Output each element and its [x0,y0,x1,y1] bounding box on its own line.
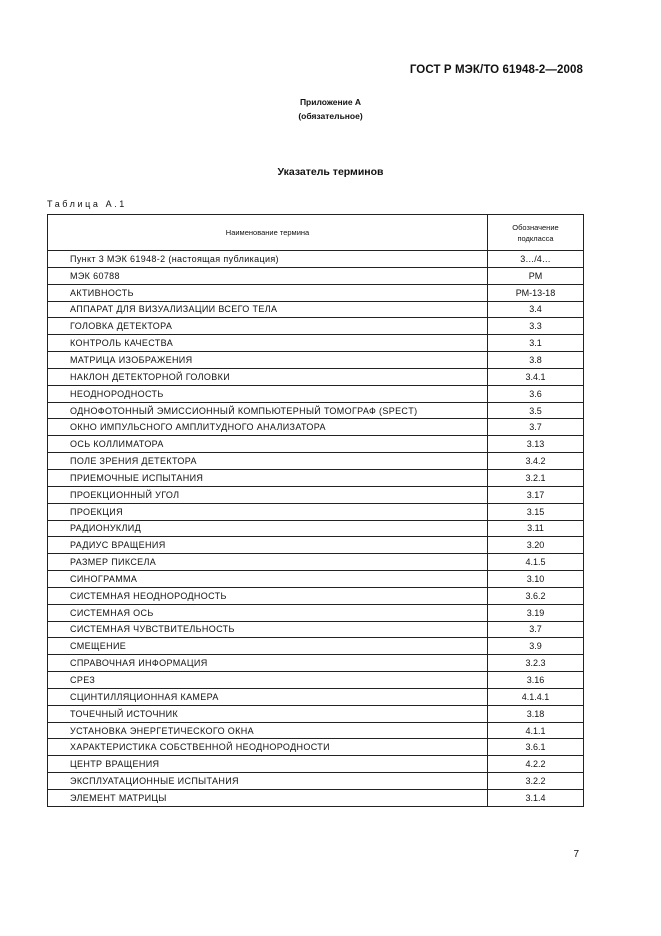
table-header-row [48,215,584,251]
appendix-status: (обязательное) [298,111,363,121]
table-row [48,301,584,318]
subclass-code-cell: 3.7 [488,621,584,638]
subclass-code-cell: 3.20 [488,537,584,554]
term-name-cell: ПРОЕКЦИЯ [48,503,488,520]
term-name-cell: НАКЛОН ДЕТЕКТОРНОЙ ГОЛОВКИ [48,368,488,385]
term-name-cell: УСТАНОВКА ЭНЕРГЕТИЧЕСКОГО ОКНА [48,722,488,739]
subclass-code-cell: 3…/4… [488,251,584,268]
table-row [48,520,584,537]
subclass-code-cell: 3.1 [488,335,584,352]
term-name-cell: АППАРАТ ДЛЯ ВИЗУАЛИЗАЦИИ ВСЕГО ТЕЛА [48,301,488,318]
term-name-cell: СИНОГРАММА [48,571,488,588]
term-name-cell: ПРИЕМОЧНЫЕ ИСПЫТАНИЯ [48,469,488,486]
term-name-cell: ОСЬ КОЛЛИМАТОРА [48,436,488,453]
table-row [48,368,584,385]
header-subclass-code: Обозначение подкласса [488,215,584,251]
term-name-cell: ОДНОФОТОННЫЙ ЭМИССИОННЫЙ КОМПЬЮТЕРНЫЙ ТОМОГРАФ (SPECT) [48,402,488,419]
term-name-cell: ЦЕНТР ВРАЩЕНИЯ [48,756,488,773]
term-name-cell: КОНТРОЛЬ КАЧЕСТВА [48,335,488,352]
header-term-name: Наименование термина [48,215,488,251]
table-row [48,469,584,486]
table-row [48,486,584,503]
table-row [48,571,584,588]
table-row [48,419,584,436]
table-caption: Таблица А.1 [47,199,127,209]
subclass-code-cell: 3.4.1 [488,368,584,385]
subclass-code-cell: 3.6 [488,385,584,402]
term-name-cell: СИСТЕМНАЯ ЧУВСТВИТЕЛЬНОСТЬ [48,621,488,638]
term-name-cell: НЕОДНОРОДНОСТЬ [48,385,488,402]
term-name-cell: МАТРИЦА ИЗОБРАЖЕНИЯ [48,352,488,369]
term-name-cell: СИСТЕМНАЯ ОСЬ [48,604,488,621]
table-row [48,790,584,807]
table-row [48,621,584,638]
term-name-cell: ГОЛОВКА ДЕТЕКТОРА [48,318,488,335]
subclass-code-cell: 3.15 [488,503,584,520]
term-name-cell: РАДИОНУКЛИД [48,520,488,537]
appendix-heading [0,95,661,123]
subclass-code-cell: 4.1.1 [488,722,584,739]
subclass-code-cell: 3.10 [488,571,584,588]
term-name-cell: ОКНО ИМПУЛЬСНОГО АМПЛИТУДНОГО АНАЛИЗАТОРА [48,419,488,436]
term-name-cell: ХАРАКТЕРИСТИКА СОБСТВЕННОЙ НЕОДНОРОДНОСТИ [48,739,488,756]
table-row [48,756,584,773]
term-name-cell: ЭКСПЛУАТАЦИОННЫЕ ИСПЫТАНИЯ [48,773,488,790]
subclass-code-cell: 3.4.2 [488,453,584,470]
term-name-cell: РАДИУС ВРАЩЕНИЯ [48,537,488,554]
subclass-code-cell: 3.13 [488,436,584,453]
table-row [48,267,584,284]
subclass-code-cell: 3.3 [488,318,584,335]
table-row [48,537,584,554]
table-row [48,335,584,352]
subclass-code-cell: РМ-13-18 [488,284,584,301]
table-row [48,705,584,722]
table-row [48,402,584,419]
table-row [48,352,584,369]
subclass-code-cell: 3.18 [488,705,584,722]
term-name-cell: СМЕЩЕНИЕ [48,638,488,655]
table-row [48,554,584,571]
terms-table [47,214,584,807]
term-name-cell: СИСТЕМНАЯ НЕОДНОРОДНОСТЬ [48,587,488,604]
subclass-code-cell: 3.7 [488,419,584,436]
subclass-code-cell: 3.19 [488,604,584,621]
term-name-cell: СЦИНТИЛЛЯЦИОННАЯ КАМЕРА [48,688,488,705]
table-row [48,672,584,689]
subclass-code-cell: 3.8 [488,352,584,369]
table-row [48,587,584,604]
table-row [48,318,584,335]
table-row [48,453,584,470]
subclass-code-cell: 3.16 [488,672,584,689]
subclass-code-cell: 3.5 [488,402,584,419]
standard-header: ГОСТ Р МЭК/ТО 61948-2—2008 [409,64,583,76]
subclass-code-cell: 4.1.4.1 [488,688,584,705]
table-row [48,722,584,739]
subclass-code-cell: 3.11 [488,520,584,537]
subclass-code-cell: 3.2.1 [488,469,584,486]
term-name-cell: ПРОЕКЦИОННЫЙ УГОЛ [48,486,488,503]
table-body [48,251,584,807]
subclass-code-cell: 4.1.5 [488,554,584,571]
subclass-code-cell: 3.6.1 [488,739,584,756]
term-name-cell: СПРАВОЧНАЯ ИНФОРМАЦИЯ [48,655,488,672]
term-name-cell: МЭК 60788 [48,267,488,284]
subclass-code-cell: 3.6.2 [488,587,584,604]
table-row [48,284,584,301]
table-row [48,655,584,672]
term-name-cell: ТОЧЕЧНЫЙ ИСТОЧНИК [48,705,488,722]
term-name-cell: Пункт 3 МЭК 61948-2 (настоящая публикация) [48,251,488,268]
subclass-code-cell: 3.9 [488,638,584,655]
subclass-code-cell: 4.2.2 [488,756,584,773]
table-row [48,773,584,790]
term-name-cell: ПОЛЕ ЗРЕНИЯ ДЕТЕКТОРА [48,453,488,470]
table-row [48,436,584,453]
subclass-code-cell: 3.4 [488,301,584,318]
page-number: 7 [573,849,579,860]
table-row [48,739,584,756]
appendix-title: Приложение А [299,97,362,107]
term-name-cell: СРЕЗ [48,672,488,689]
subclass-code-cell: 3.17 [488,486,584,503]
subclass-code-cell: РМ [488,267,584,284]
index-title: Указатель терминов [277,166,384,178]
table-row [48,385,584,402]
table-row [48,251,584,268]
table-row [48,604,584,621]
term-name-cell: АКТИВНОСТЬ [48,284,488,301]
subclass-code-cell: 3.2.2 [488,773,584,790]
table-row [48,503,584,520]
term-name-cell: РАЗМЕР ПИКСЕЛА [48,554,488,571]
subclass-code-cell: 3.2.3 [488,655,584,672]
table-row [48,638,584,655]
table-row [48,688,584,705]
term-name-cell: ЭЛЕМЕНТ МАТРИЦЫ [48,790,488,807]
subclass-code-cell: 3.1.4 [488,790,584,807]
